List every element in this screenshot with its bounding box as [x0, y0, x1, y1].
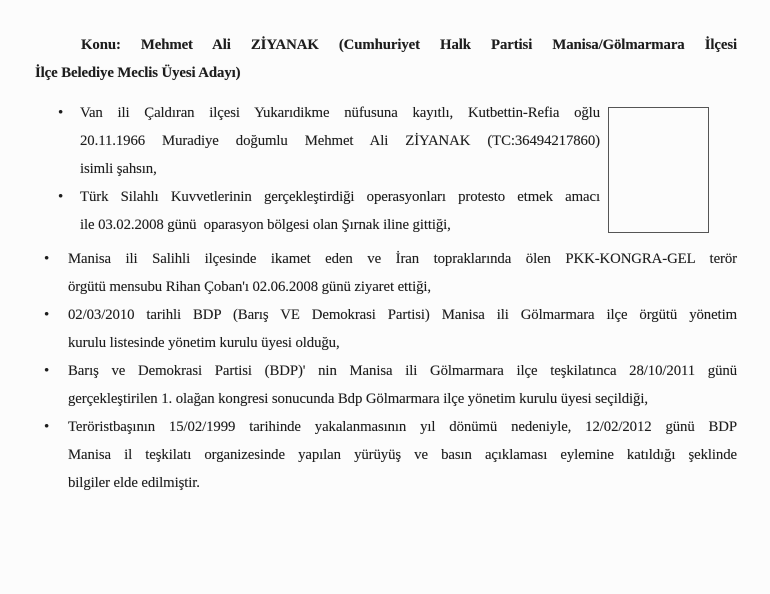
heading-line-1: Konu: Mehmet Ali ZİYANAK (Cumhuriyet Halk Partisi Manisa/Gölmarmara İlçesi — [81, 37, 737, 53]
bullet-marker-icon: • — [44, 251, 50, 267]
bullet-text-line: Van ili Çaldıran ilçesi Yukarıdikme nüfusuna kayıtlı, Kutbettin-Refia oğlu — [80, 105, 600, 121]
bullet-marker-icon: • — [44, 419, 50, 435]
bullet-text-line: Manisa ili Salihli ilçesinde ikamet eden ve İran topraklarında ölen PKK-KONGRA-GEL terör — [68, 251, 737, 267]
document-heading — [35, 31, 737, 87]
bullet-text-line: isimli şahsın, — [80, 161, 157, 177]
bullet-item-2 — [58, 183, 600, 239]
bullet-text-line: Manisa il teşkilatı organizesinde yapılan yürüyüş ve basın açıklaması eylemine katıldığı şeklinde — [68, 447, 737, 463]
bullet-item-1 — [58, 99, 600, 183]
bullet-text-line: ile 03.02.2008 günü oparasyon bölgesi olan Şırnak iline gittiği, — [80, 217, 451, 233]
bullet-text-line: Teröristbaşının 15/02/1999 tarihinde yakalanmasının yıl dönümü nedeniyle, 12/02/2012 günü BDP — [68, 419, 737, 435]
bullet-marker-icon: • — [44, 363, 50, 379]
bullet-item-5 — [44, 357, 737, 413]
heading-line-2: İlçe Belediye Meclis Üyesi Adayı) — [35, 65, 241, 81]
bullet-text-line: 20.11.1966 Muradiye doğumlu Mehmet Ali ZİYANAK (TC:36494217860) — [80, 133, 600, 149]
bullet-text-line: Türk Silahlı Kuvvetlerinin gerçekleştirdiği operasyonları protesto etmek amacı — [80, 189, 600, 205]
bullet-item-4 — [44, 301, 737, 357]
bullet-marker-icon: • — [58, 189, 64, 205]
bullet-text-line: örgütü mensubu Rihan Çoban'ı 02.06.2008 günü ziyaret ettiği, — [68, 279, 431, 295]
bullet-text-line: gerçekleştirilen 1. olağan kongresi sonucunda Bdp Gölmarmara ilçe yönetim kurulu üyesi seçildiği, — [68, 391, 648, 407]
bullet-item-6 — [44, 413, 737, 497]
bullet-text-line: bilgiler elde edilmiştir. — [68, 475, 200, 491]
bullet-text-line: 02/03/2010 tarihli BDP (Barış VE Demokrasi Partisi) Manisa ili Gölmarmara ilçe örgütü yönetim — [68, 307, 737, 323]
bullet-text-line: Barış ve Demokrasi Partisi (BDP)' nin Manisa ili Gölmarmara ilçe teşkilatınca 28/10/2011 günü — [68, 363, 737, 379]
bullet-text-line: kurulu listesinde yönetim kurulu üyesi olduğu, — [68, 335, 340, 351]
bullet-item-3 — [44, 245, 737, 301]
photo-placeholder-box — [608, 107, 709, 233]
bullet-marker-icon: • — [44, 307, 50, 323]
bullet-marker-icon: • — [58, 105, 64, 121]
